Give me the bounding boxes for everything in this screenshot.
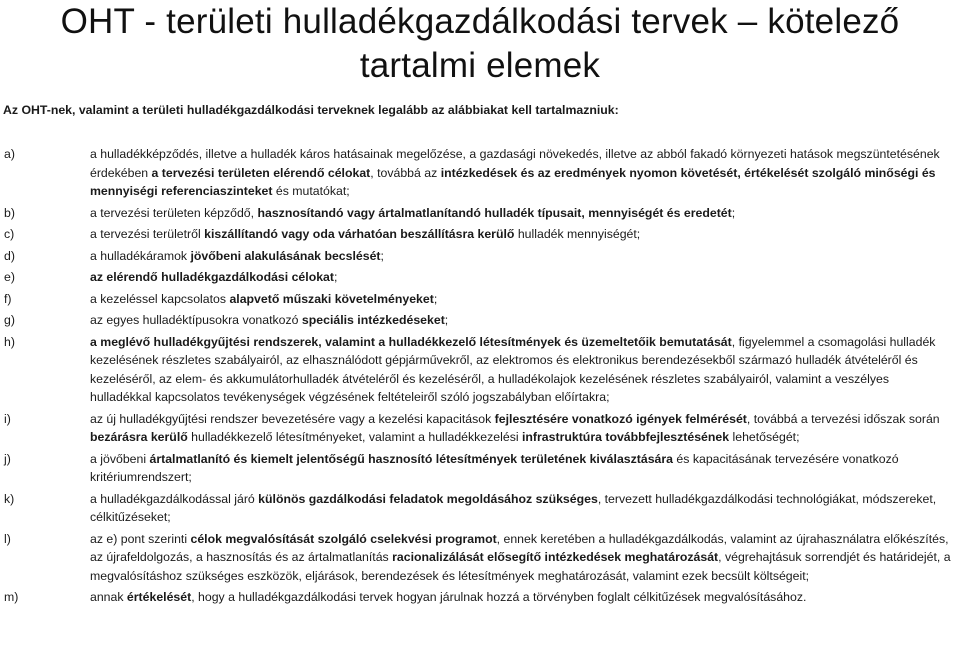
list-item-text: [90, 530, 960, 586]
list-item-marker: e): [4, 270, 15, 284]
list-item-text: [90, 450, 960, 487]
body-text: lehetőségét;: [729, 430, 800, 444]
list-item-marker: g): [4, 313, 15, 327]
list-item-marker: m): [4, 590, 19, 604]
body-text: és kapacitásának tervezésére vonatkozó kritériumrendszert;: [90, 451, 899, 484]
list-item-marker: h): [4, 334, 15, 349]
emphasis-text: kiszállítandó vagy oda várhatóan beszállításra kerülő: [204, 227, 515, 241]
list-item-marker: b): [4, 205, 15, 220]
list-item: [0, 247, 960, 266]
emphasis-text: értékelését: [126, 590, 192, 604]
list-item: [0, 450, 960, 487]
list-item: [0, 490, 960, 527]
list-item-marker: k): [4, 491, 15, 506]
body-text: ;: [731, 205, 736, 220]
list-item-marker: i): [4, 411, 11, 426]
emphasis-text: fejlesztésére vonatkozó igények felmérését: [494, 411, 747, 426]
emphasis-text: infrastruktúra továbbfejlesztésének: [522, 430, 730, 444]
list-item: [0, 410, 960, 447]
body-text: az új hulladékgyűjtési rendszer bevezetésére vagy a kezelési kapacitások: [90, 411, 495, 426]
list-item-marker: c): [4, 227, 15, 241]
emphasis-text: jövőbeni alakulásának becslését: [190, 248, 381, 263]
body-text: a hulladékgazdálkodással járó: [90, 491, 259, 506]
page-title: OHT - területi hulladékgazdálkodási tervek – kötelező tartalmi elemek: [60, 2, 900, 85]
list-item: [0, 225, 960, 244]
list-item-text: [90, 588, 960, 607]
emphasis-text: a tervezési területen elérendő célokat: [151, 165, 371, 180]
list-item: [0, 290, 960, 309]
list-item-text: [90, 410, 960, 447]
list-item: [0, 145, 960, 201]
body-text: a tervezési területről: [90, 227, 205, 241]
emphasis-text: ártalmatlanító és kiemelt jelentőségű hasznosító létesítmények területének kiválasztására: [149, 451, 674, 466]
body-text: az e) pont szerinti: [90, 531, 191, 546]
list-item: [0, 204, 960, 223]
list-item: [0, 311, 960, 330]
emphasis-text: racionalizálását elősegítő intézkedések meghatározását: [392, 550, 719, 564]
body-text: a jövőbeni: [90, 451, 150, 466]
body-text: ;: [380, 248, 384, 263]
body-text: az egyes hulladéktípusokra vonatkozó: [90, 313, 302, 327]
body-text: , végrehajtásuk sorrendjét és határidejét, a megvalósításhoz szükséges eszközök, eljárások, berendezések és létesítmények meghatározását, valamint ezek becsült költségeit;: [90, 550, 951, 583]
list-item-text: [90, 490, 960, 527]
body-text: a hulladékáramok: [90, 248, 191, 263]
list-item-text: [90, 204, 960, 223]
list-item-text: [90, 311, 960, 330]
list-item-text: [90, 225, 960, 244]
body-text: , hogy a hulladékgazdálkodási tervek hogyan járulnak hozzá a törvényben foglalt célkitűzések megvalósításához.: [191, 590, 807, 604]
list-item-text: [90, 290, 960, 309]
body-text: , továbbá az: [370, 165, 441, 180]
list-item: [0, 268, 960, 287]
list-item-marker: l): [4, 531, 11, 546]
body-text: , tervezett hulladékgazdálkodási technológiákat, módszereket, célkitűzéseket;: [90, 491, 937, 524]
body-text: a kezeléssel kapcsolatos: [90, 291, 230, 306]
list-item: [0, 588, 960, 607]
emphasis-text: bezárásra kerülő: [90, 430, 188, 444]
list-item-marker: a): [4, 147, 15, 161]
list-item-text: [90, 247, 960, 266]
list-item: [0, 333, 960, 407]
list-item-marker: f): [4, 291, 12, 306]
list-item-text: [90, 333, 960, 407]
emphasis-text: célok megvalósítását szolgáló cselekvési programot: [190, 531, 497, 546]
emphasis-text: az elérendő hulladékgazdálkodási célokat: [90, 270, 334, 284]
list-item: [0, 530, 960, 586]
body-text: a tervezési területen képződő,: [90, 205, 258, 220]
body-text: ;: [433, 291, 438, 306]
intro-text: Az OHT-nek, valamint a területi hulladékgazdálkodási terveknek legalább az alábbiakat kell tartalmazniuk:: [3, 103, 619, 117]
list-item-text: [90, 268, 960, 287]
requirements-list: [0, 145, 960, 607]
body-text: , továbbá a tervezési időszak során: [746, 411, 940, 426]
body-text: a hulladékképződés, illetve a hulladék káros hatásainak megelőzése, a gazdasági növekedés, illetve az abból fakadó környezeti hatások megszüntetésének érdekében: [90, 147, 940, 180]
body-text: hulladék mennyiségét;: [514, 227, 641, 241]
emphasis-text: intézkedések és az eredmények nyomon követését, értékelését szolgáló minőségi és mennyiségi referenciaszinteket: [90, 165, 936, 198]
emphasis-text: speciális intézkedéseket: [301, 313, 445, 327]
list-item-marker: d): [4, 248, 15, 263]
body-text: , ennek keretében a hulladékgazdálkodás, valamint az újrahasználatra előkészítés, az újrafeldolgozás, a hasznosítás és az ártalmatlanítás: [90, 531, 949, 564]
emphasis-text: különös gazdálkodási feladatok megoldásához szükséges: [258, 491, 598, 506]
body-text: ;: [333, 270, 338, 284]
emphasis-text: alapvető műszaki követelményeket: [229, 291, 434, 306]
list-item-text: [90, 145, 960, 201]
list-item-marker: j): [4, 451, 11, 466]
body-text: , figyelemmel a csomagolási hulladék kezelésének részletes szabályairól, az elhasználódott gépjárművekről, az elektromos és elektronikus berendezésekből származó hulladék átvételéről és kezeléséről, az elem- és akkumulátorhulladék átvételéről és kezeléséről, a hulladékolajok kezelésének részletes szabályairól, valamint a veszélyes hulladékkal kapcsolatos tevékenységek végzésének feltételeiről szóló jogszabályban előírtakra;: [90, 334, 936, 404]
emphasis-text: a meglévő hulladékgyűjtési rendszerek, valamint a hulladékkezelő létesítmények és üzemeltetőik bemutatását: [90, 334, 732, 349]
body-text: hulladékkezelő létesítményeket, valamint a hulladékkezelési: [187, 430, 522, 444]
body-text: annak: [90, 590, 127, 604]
emphasis-text: hasznosítandó vagy ártalmatlanítandó hulladék típusait, mennyiségét és eredetét: [257, 205, 732, 220]
body-text: ;: [444, 313, 449, 327]
body-text: és mutatókat;: [272, 184, 350, 198]
